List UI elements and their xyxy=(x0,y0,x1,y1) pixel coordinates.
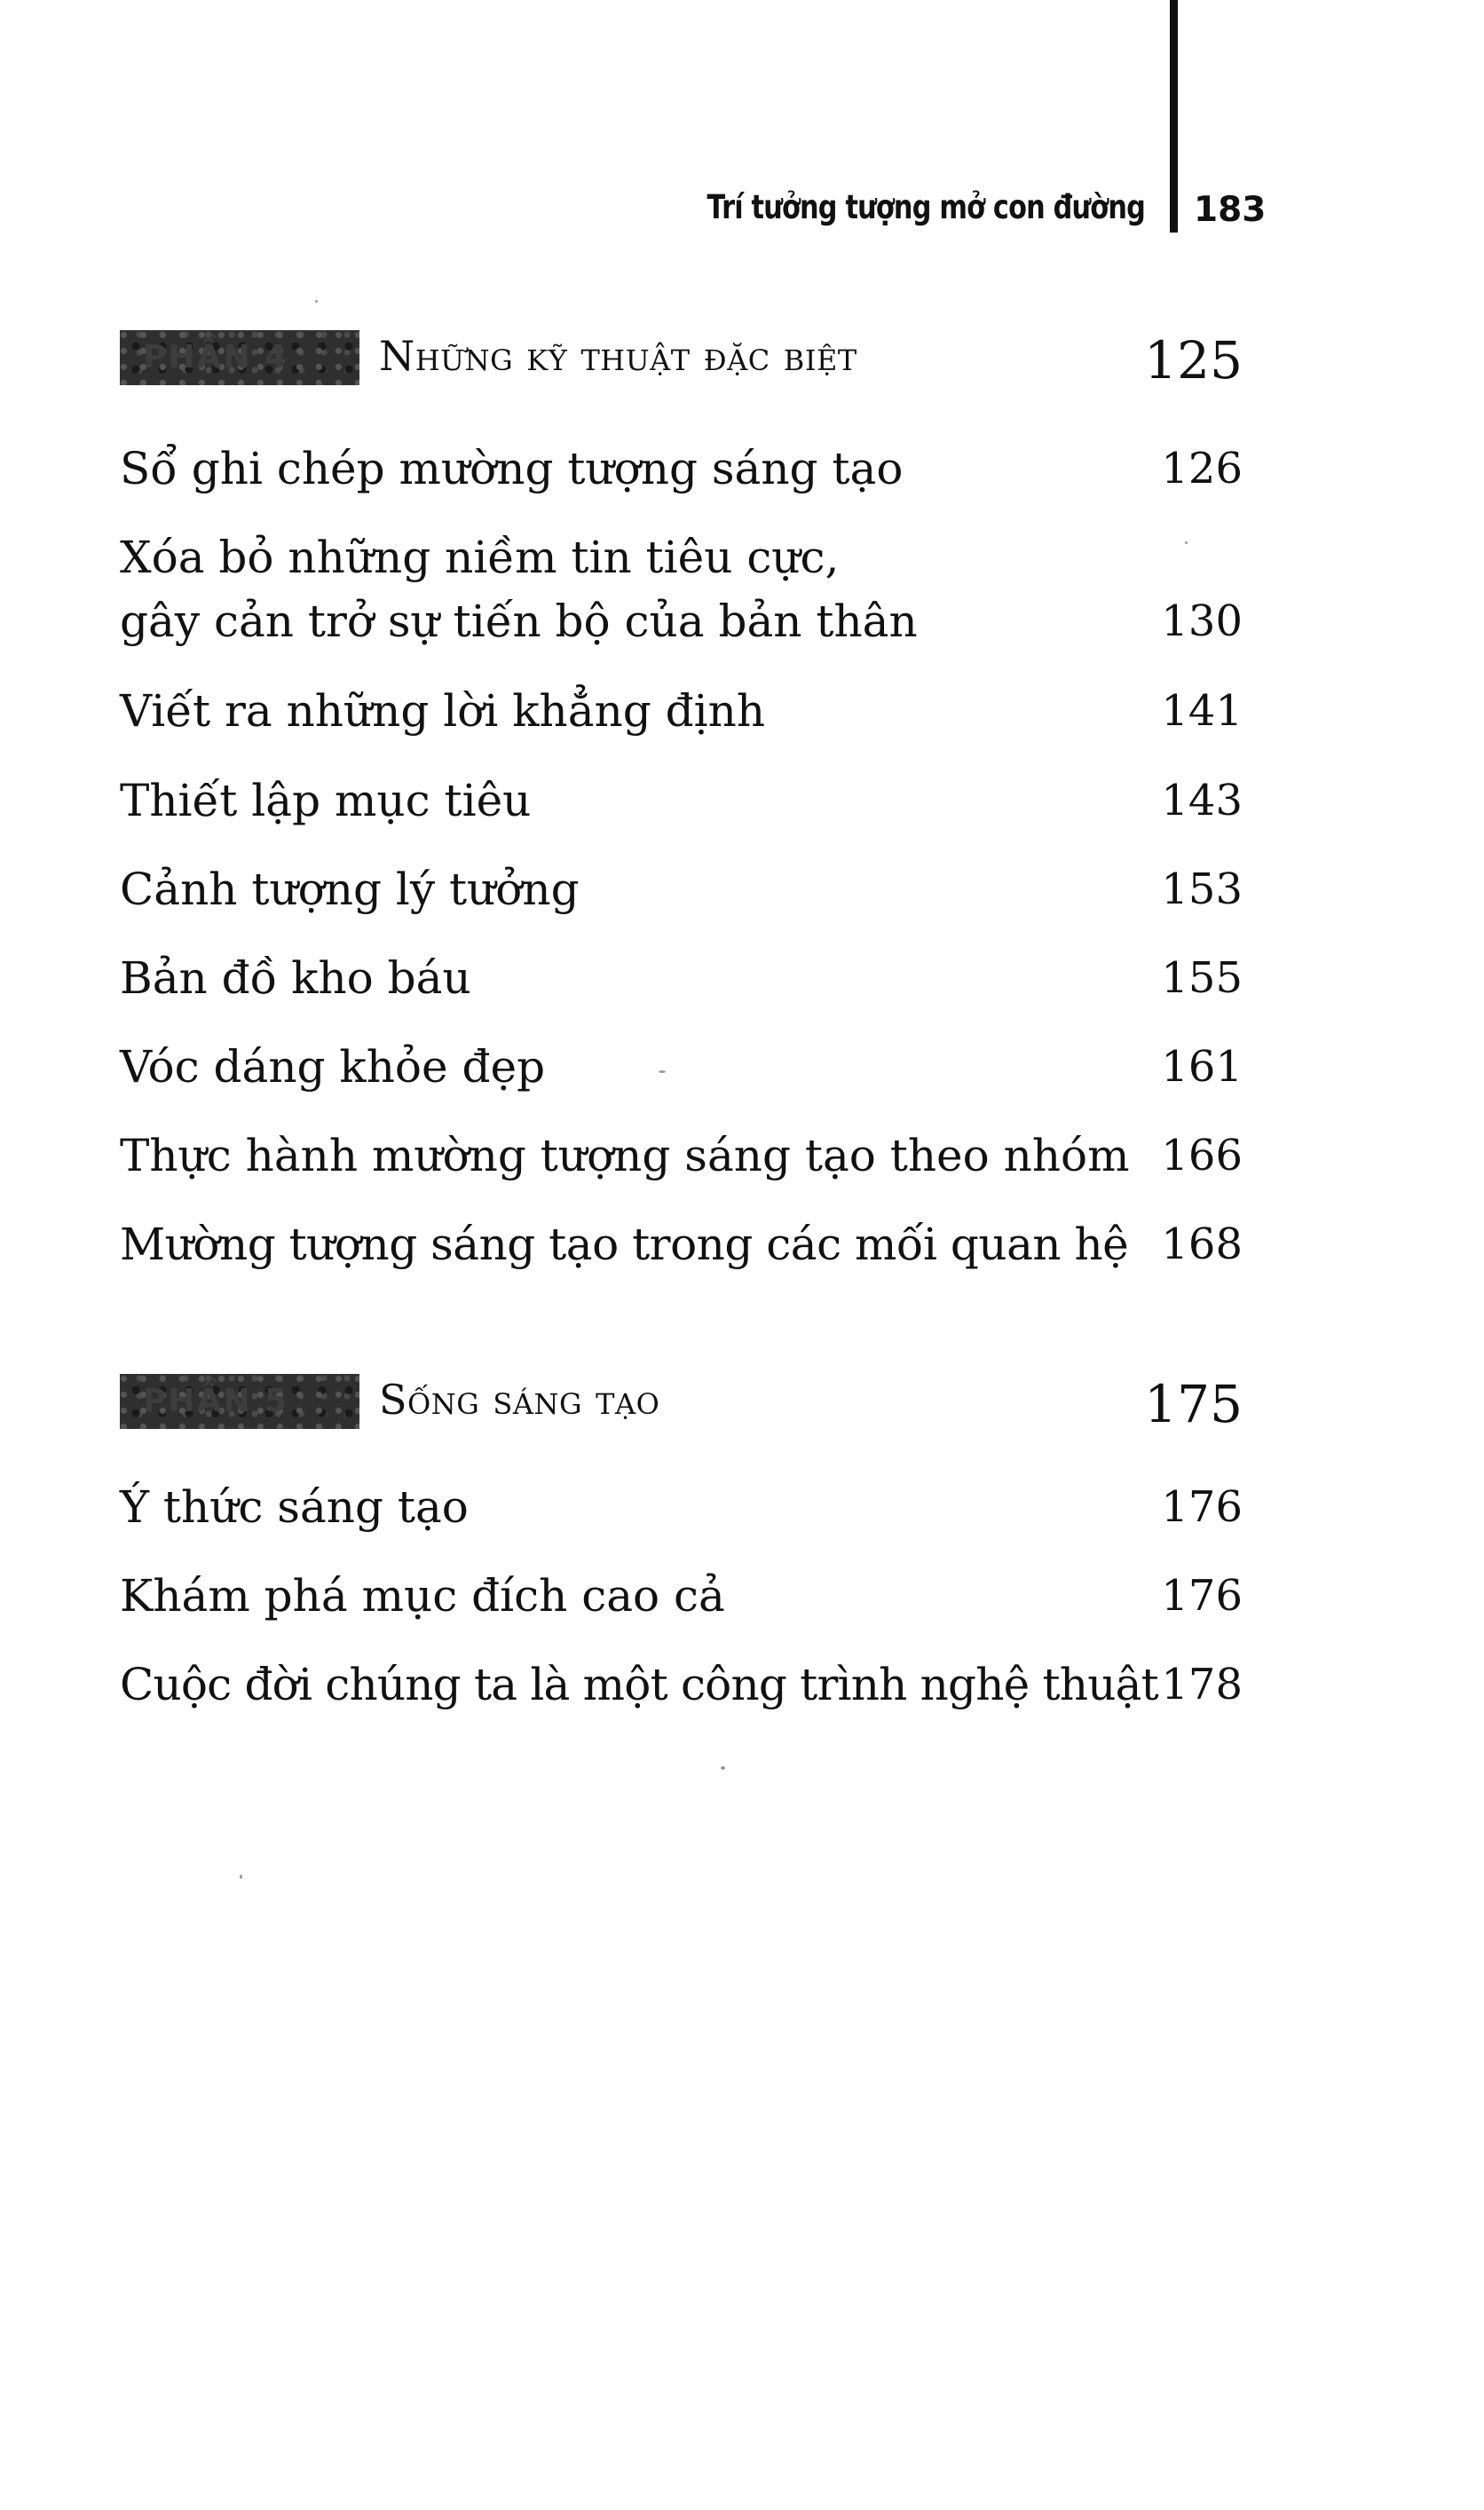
toc-entry-title-line1: Xóa bỏ những niềm tin tiêu cực, xyxy=(120,532,840,583)
part-page: 125 xyxy=(1144,330,1243,391)
toc-entry xyxy=(120,1475,1243,1539)
toc-entry-title: Sổ ghi chép mường tượng sáng tạo xyxy=(120,443,904,494)
toc-entry xyxy=(120,946,1243,1010)
scan-speck xyxy=(240,1875,242,1879)
toc-entry-page: 143 xyxy=(1161,776,1243,825)
toc-entry-page: 153 xyxy=(1161,864,1243,914)
toc-entry-title: Thực hành mường tượng sáng tạo theo nhóm xyxy=(120,1130,1130,1181)
toc-entry-page: 126 xyxy=(1161,444,1243,493)
toc-entry xyxy=(120,1124,1243,1188)
toc-entry-title: Ý thức sáng tạo xyxy=(120,1481,469,1533)
toc-entry xyxy=(120,1212,1243,1276)
toc-entry-page: 166 xyxy=(1161,1131,1243,1180)
toc-entry xyxy=(120,525,1243,653)
toc-entry-title: Cuộc đời chúng ta là một công trình nghệ thuật xyxy=(120,1659,1158,1710)
toc-entry-title: Cảnh tượng lý tưởng xyxy=(120,864,580,915)
part-page: 175 xyxy=(1144,1374,1243,1434)
part-heading xyxy=(120,1374,1243,1433)
toc-entry-page: 176 xyxy=(1161,1482,1243,1532)
toc-entry-page: 161 xyxy=(1161,1042,1243,1092)
header-vertical-rule xyxy=(1170,0,1178,233)
toc-entry xyxy=(120,679,1243,743)
toc-entry xyxy=(120,1564,1243,1628)
toc-entry-page: 141 xyxy=(1161,686,1243,736)
part-badge: PHẦN 5 xyxy=(120,1374,359,1429)
part-badge: PHẦN 4 xyxy=(120,330,359,385)
toc-entry xyxy=(120,1035,1243,1099)
page-number: 183 xyxy=(1194,190,1267,230)
toc-entry xyxy=(120,437,1243,501)
toc-entry-title: Bản đồ kho báu xyxy=(120,952,471,1004)
running-title: Trí tưởng tượng mở con đường xyxy=(706,188,1145,226)
toc-entry-page: 168 xyxy=(1161,1219,1243,1269)
toc-entry-title: Khám phá mục đích cao cả xyxy=(120,1570,725,1622)
scan-speck xyxy=(315,300,318,303)
toc-entry-title: Thiết lập mục tiêu xyxy=(120,775,532,826)
part-title: Sống sáng tạo xyxy=(379,1376,660,1424)
toc-entry xyxy=(120,857,1243,921)
toc-entry-title: Vóc dáng khỏe đẹp xyxy=(120,1041,546,1093)
part-heading xyxy=(120,330,1243,389)
toc-entry-page: 178 xyxy=(1161,1660,1243,1709)
toc-entry-title: Viết ra những lời khẳng định xyxy=(120,685,766,737)
toc-entry-title: Mường tượng sáng tạo trong các mối quan hệ xyxy=(120,1219,1129,1270)
scan-speck xyxy=(721,1766,725,1770)
toc-entry xyxy=(120,1653,1243,1717)
scan-speck xyxy=(659,1070,666,1073)
part-title: Những kỹ thuật đặc biệt xyxy=(379,332,857,380)
toc-entry xyxy=(120,769,1243,833)
toc-entry-page: 155 xyxy=(1161,953,1243,1003)
toc-entry-page: 130 xyxy=(1161,596,1243,646)
scan-speck xyxy=(1185,541,1188,544)
toc-entry-page: 176 xyxy=(1161,1571,1243,1621)
toc-entry-title-line2: gây cản trở sự tiến bộ của bản thân xyxy=(120,596,918,647)
